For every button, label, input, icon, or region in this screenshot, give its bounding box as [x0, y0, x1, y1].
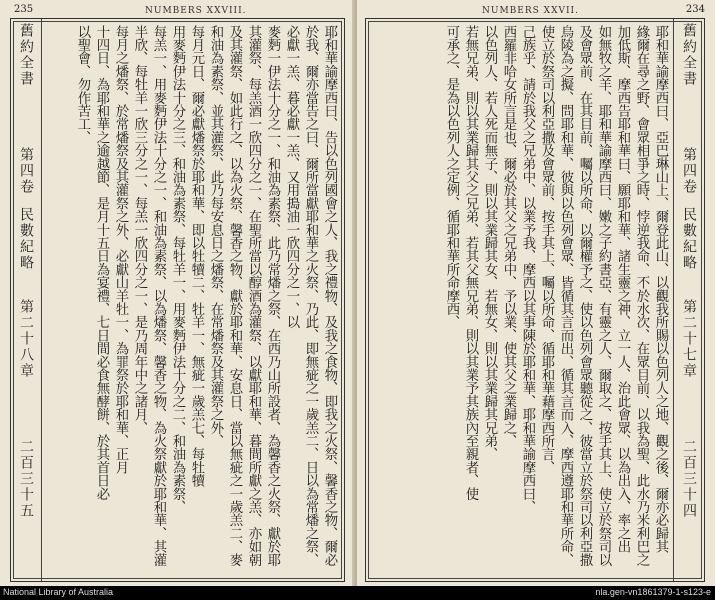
- text-column: 和油為素祭、並其灌祭、此乃每安息日之燔祭、在常燔祭及其灌祭之外、: [208, 25, 223, 448]
- text-column: 若無兄弟、則以其業歸其父之兄弟、若其父無兄弟、則以其業予其族內至親者、使: [463, 25, 478, 501]
- margin-book: 第四卷: [18, 147, 34, 195]
- text-column: 半欣、每牡羊一欣三分之一、每羔一欣四分之一、是乃周年中之諸月、: [132, 25, 147, 435]
- margin-book-name: 民數紀略: [18, 207, 34, 271]
- text-column: 麥麪一伊法十分之一、和油為素祭、此乃常燔之祭、在西乃山所設者、為馨香之火祭、獻於耶: [265, 25, 280, 567]
- text-column: 以色列人、若人死而無子、則以其業歸其女、若無女、則以其業歸其兄弟、: [482, 25, 497, 461]
- margin-title: 舊約全書: [18, 23, 34, 87]
- footer-identifier: nla.gen-vn1861379-1-s123-e: [595, 587, 711, 597]
- right-page-frame: [365, 18, 705, 582]
- text-column: 每月元日、爾必獻燔祭於耶和華、即以牡犢二、牡羊一、無疵一歲羔七、每牡犢: [189, 25, 204, 487]
- left-page: [0, 0, 355, 586]
- left-margin-column: [13, 19, 39, 581]
- text-column: 及會眾前、在其目前、囑以所命、以爾權予之、使以色列會眾聽從之、彼當立於祭司以利亞撒: [577, 25, 592, 567]
- margin-chapter: 第二十七章: [681, 299, 697, 379]
- text-column: 西羅非哈女所言是也、爾必於其父之兄弟中、予以業、使其父之業歸之、: [501, 25, 516, 448]
- margin-book-name: 民數紀略: [681, 207, 697, 271]
- left-page-number: 235: [14, 4, 34, 15]
- right-page: [357, 0, 715, 586]
- text-column: 其灌祭、每羔酒一欣四分之一、在聖所當以醇酒為灌祭、以獻耶和華、暮間所獻之羔、亦如朝: [246, 25, 261, 567]
- right-page-number: 234: [685, 4, 705, 15]
- text-column: 十四日、為耶和華之逾越節、是月十五日為宴禮、七日間必食無酵餅、於其首日必: [94, 25, 109, 501]
- text-column: 以聖會、勿作苦工、: [75, 25, 90, 144]
- left-page-header: NUMBERS XXVIII.: [145, 6, 247, 16]
- margin-page: 二百三十四: [681, 439, 697, 519]
- text-column: 可承之、是為以色列人之定例、循耶和華所命摩西、: [444, 25, 459, 329]
- text-column: 用麥麪伊法十分之三、和油為素祭、每牡羊一、用麥麪伊法十分之二、和油為素祭、: [170, 25, 185, 514]
- text-column: 每月之燔祭、於常燔祭及其灌祭之外、必獻山羊牡一、為罪祭於耶和華、正月: [113, 25, 128, 474]
- left-text-body: [45, 25, 339, 575]
- margin-title: 舊約全書: [681, 23, 697, 87]
- right-margin-column: [676, 19, 702, 581]
- text-column: 使立於祭司以利亞撒及會眾前、按手其上、囑以所命、循耶和華藉摩西所言、: [539, 25, 554, 474]
- text-column: 必獻一羔、暮必獻一羔、又用搗油一欣四分之一、以: [284, 25, 299, 329]
- text-column: 加低斯、摩西告耶和華曰、願耶和華、諸生靈之神、立一人、治此會眾、以為出入、率之出: [615, 25, 630, 553]
- margin-chapter: 第二十八章: [18, 299, 34, 379]
- footer-bar: [0, 586, 715, 600]
- text-column: 緣爾在尋之野、會眾相爭之時、悖逆我命、不於水次、在眾目前、以我為聖、此水乃米利巴之: [634, 25, 649, 567]
- left-page-frame: [10, 18, 345, 582]
- text-column: 如無牧之羊、耶和華諭摩西曰、嫩之子約書亞、有靈之人、爾取之、按手其上、使立於祭司以: [596, 25, 611, 567]
- margin-page: 二百三十五: [18, 439, 34, 519]
- text-column: 及其灌祭、如此行之、以為火祭、馨香之物、獻於耶和華、安息日、當以無疵之一歲羔二、麥: [227, 25, 242, 567]
- margin-book: 第四卷: [681, 147, 697, 195]
- text-column: 於我、爾亦當告之曰、爾所當獻耶和華之火祭、乃此、即無疵之一歲羔二、日以為常燔之祭、: [303, 25, 318, 567]
- text-column: 耶和華諭摩西曰、告以色列國會之人、我之禮物、及我之食物、即我之火祭、馨香之物、爾必: [322, 25, 337, 567]
- text-column: 耶和華諭摩西曰、亞巴琳山上、爾登此山、以觀我所賜以色列人之地、觀之後、爾亦必歸其: [653, 25, 668, 553]
- text-column: 己族乎、請於我父之兄弟中、以業予我、摩西以其事陳於耶和華、耶和華諭摩西曰、: [520, 25, 535, 514]
- right-page-header: NUMBERS XXVII.: [482, 6, 579, 16]
- text-column: 每羔一、用麥麪伊法十分之一、和油為素祭、以為燔祭、馨香之物、為火祭獻於耶和華、其灌: [151, 25, 166, 567]
- footer-library: National Library of Australia: [3, 587, 114, 597]
- text-column: 烏陵為之擬、問耶和華、彼與以色列會眾、皆循其言而出、循其言而入、摩西遵耶和華所命、: [558, 25, 573, 567]
- right-text-body: [371, 25, 670, 575]
